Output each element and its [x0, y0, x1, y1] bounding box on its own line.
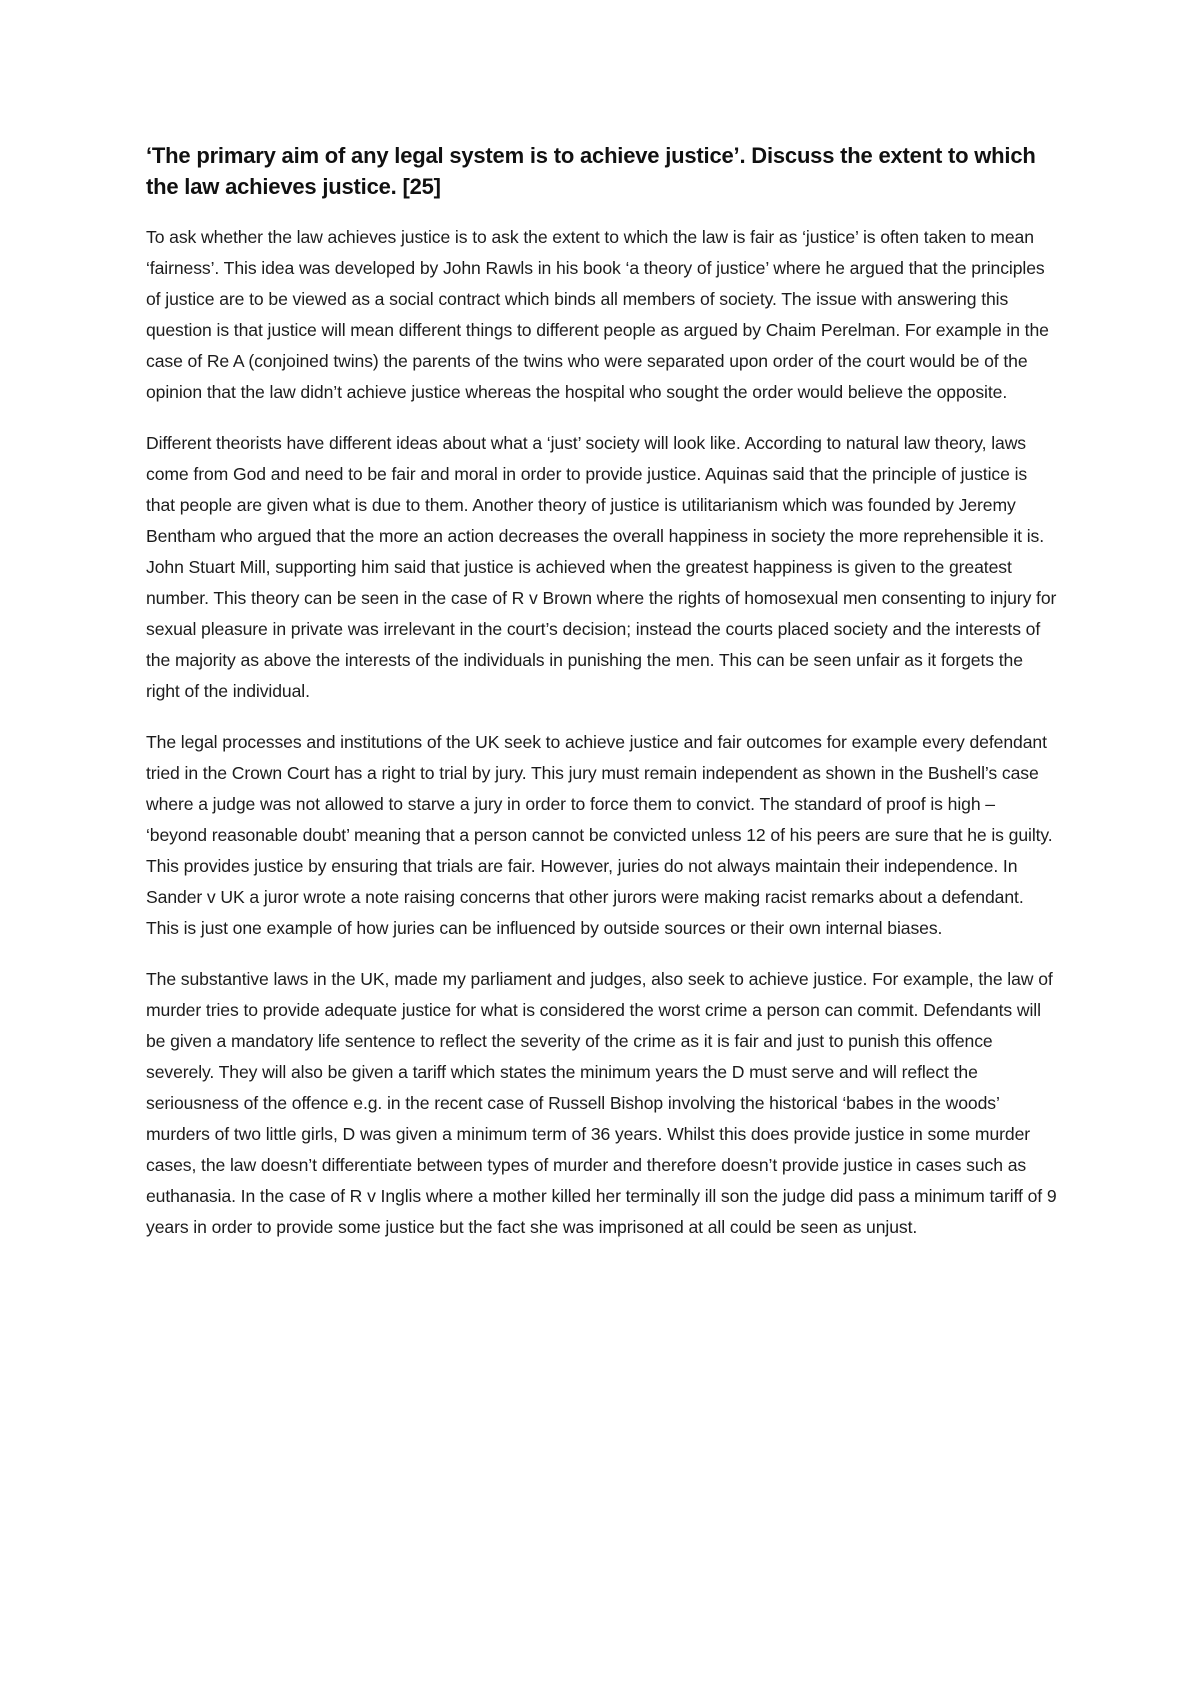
paragraph-legal-processes: The legal processes and institutions of the UK seek to achieve justice and fair outcomes for example every defendant tried in the Crown Court has a right to trial by jury. This jury must remain independent as shown in the Bushell’s case where a judge was not allowed to starve a jury in order to force them to convict. The standard of proof is high – ‘beyond reasonable doubt’ meaning that a person cannot be convicted unless 12 of his peers are sure that he is guilty. This provides justice by ensuring that trials are fair. However, juries do not always maintain their independence. In Sander v UK a juror wrote a note raising concerns that other jurors were making racist remarks about a defendant. This is just one example of how juries can be influenced by outside sources or their own internal biases. [146, 732, 1053, 938]
paragraph-theories: Different theorists have different ideas about what a ‘just’ society will look like. According to natural law theory, laws come from God and need to be fair and moral in order to provide justice. Aquinas said that the principle of justice is that people are given what is due to them. Another theory of justice is utilitarianism which was founded by Jeremy Bentham who argued that the more an action decreases the overall happiness in society the more reprehensible it is. John Stuart Mill, supporting him said that justice is achieved when the greatest happiness is given to the greatest number. This theory can be seen in the case of R v Brown where the rights of homosexual men consenting to injury for sexual pleasure in private was irrelevant in the court’s decision; instead the courts placed society and the interests of the majority as above the interests of the individuals in punishing the men. This can be seen unfair as it forgets the right of the individual. [146, 433, 1057, 701]
document-body [146, 140, 1058, 1263]
paragraph-substantive-laws: The substantive laws in the UK, made my parliament and judges, also seek to achieve justice. For example, the law of murder tries to provide adequate justice for what is considered the worst crime a person can commit. Defendants will be given a mandatory life sentence to reflect the severity of the crime as it is fair and just to punish this offence severely. They will also be given a tariff which states the minimum years the D must serve and will reflect the seriousness of the offence e.g. in the recent case of Russell Bishop involving the historical ‘babes in the woods’ murders of two little girls, D was given a minimum term of 36 years. Whilst this does provide justice in some murder cases, the law doesn’t differentiate between types of murder and therefore doesn’t provide justice in cases such as euthanasia. In the case of R v Inglis where a mother killed her terminally ill son the judge did pass a minimum tariff of 9 years in order to provide some justice but the fact she was imprisoned at all could be seen as unjust. [146, 969, 1057, 1237]
paragraph-introduction: To ask whether the law achieves justice is to ask the extent to which the law is fair as ‘justice’ is often taken to mean ‘fairness’. This idea was developed by John Rawls in his book ‘a theory of justice’ where he argued that the principles of justice are to be viewed as a social contract which binds all members of society. The issue with answering this question is that justice will mean different things to different people as argued by Chaim Perelman. For example in the case of Re A (conjoined twins) the parents of the twins who were separated upon order of the court would be of the opinion that the law didn’t achieve justice whereas the hospital who sought the order would believe the opposite. [146, 227, 1049, 402]
essay-title: ‘The primary aim of any legal system is to achieve justice’. Discuss the extent to which the law achieves justice. [25] [146, 143, 1036, 199]
